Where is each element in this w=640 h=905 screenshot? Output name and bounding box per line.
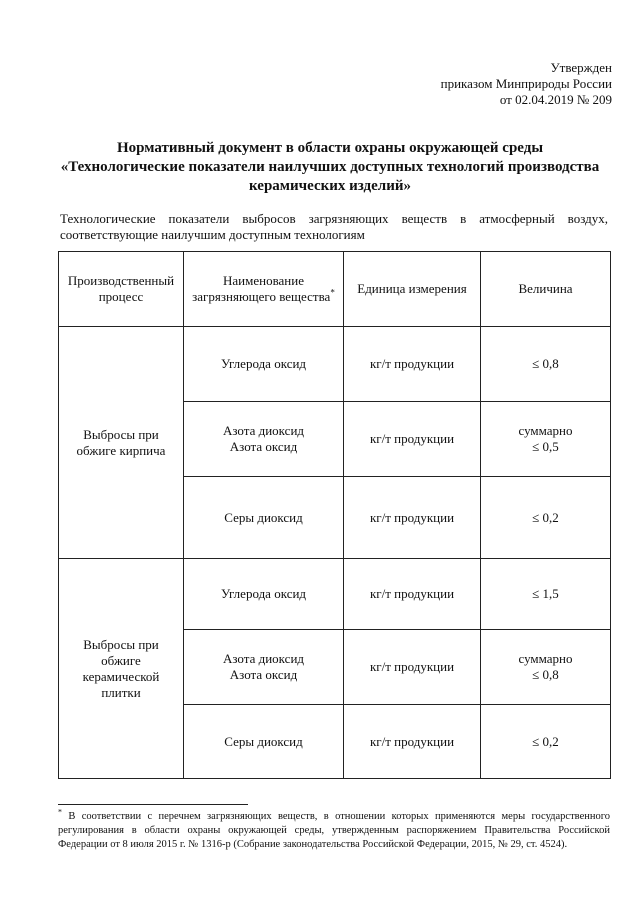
document-title — [40, 139, 620, 196]
value-cell: суммарно ≤ 0,5 — [481, 402, 611, 477]
header-process: Производственный процесс — [59, 252, 184, 327]
unit-cell: кг/т продукции — [344, 402, 481, 477]
header-unit: Единица измерения — [344, 252, 481, 327]
indicators-table — [58, 251, 611, 779]
intro-line-1: Технологические показатели выбросов загрязняющих веществ в атмосферный воздух, — [60, 211, 608, 226]
footnote — [58, 807, 611, 852]
substance-cell: Серы диоксид — [184, 477, 344, 559]
substance-cell: Углерода оксид — [184, 559, 344, 630]
unit-cell: кг/т продукции — [344, 327, 481, 402]
unit-cell: кг/т продукции — [344, 559, 481, 630]
header-value: Величина — [481, 252, 611, 327]
table-header-row — [59, 252, 611, 327]
title-line-3: керамических изделий» — [249, 178, 411, 194]
approval-block — [441, 60, 612, 108]
substance-cell: Азота диоксид Азота оксид — [184, 402, 344, 477]
footnote-mark: * — [58, 807, 62, 817]
substance-cell: Серы диоксид — [184, 705, 344, 779]
unit-cell: кг/т продукции — [344, 630, 481, 705]
intro-paragraph — [60, 211, 608, 243]
footnote-line-3: Федерации от 8 июля 2015 г. № 1316-р (Собрание законодательства Российской Федерации, 2015, № 29, ст. 4524). — [58, 839, 568, 850]
table-row — [59, 559, 611, 630]
title-line-1: Нормативный документ в области охраны окружающей среды — [116, 140, 544, 156]
unit-cell: кг/т продукции — [344, 477, 481, 559]
process-cell: Выбросы при обжиге кирпича — [59, 327, 184, 559]
footnote-line-2: регулирования в области охраны окружающей среды, утвержденным распоряжением Правительства Российской — [58, 825, 610, 836]
intro-line-2: соответствующие наилучшим доступным технологиям — [60, 227, 365, 242]
value-cell: ≤ 0,8 — [481, 327, 611, 402]
footnote-mark: * — [330, 287, 335, 298]
value-cell: ≤ 0,2 — [481, 477, 611, 559]
value-cell: суммарно ≤ 0,8 — [481, 630, 611, 705]
approval-line-2: приказом Минприроды России — [440, 76, 612, 91]
value-cell: ≤ 0,2 — [481, 705, 611, 779]
substance-cell: Азота диоксид Азота оксид — [184, 630, 344, 705]
process-cell: Выбросы при обжиге керамической плитки — [59, 559, 184, 779]
footnote-line-1: В соответствии с перечнем загрязняющих веществ, в отношении которых применяются меры государственного — [68, 811, 611, 822]
footnote-divider — [58, 804, 248, 805]
unit-cell: кг/т продукции — [344, 705, 481, 779]
approval-line-1: Утвержден — [550, 60, 612, 75]
header-substance: Наименование загрязняющего вещества* — [184, 252, 344, 327]
table-row — [59, 327, 611, 402]
substance-cell: Углерода оксид — [184, 327, 344, 402]
approval-line-3: от 02.04.2019 № 209 — [499, 92, 612, 107]
value-cell: ≤ 1,5 — [481, 559, 611, 630]
title-line-2: «Технологические показатели наилучших доступных технологий производства — [60, 159, 600, 175]
